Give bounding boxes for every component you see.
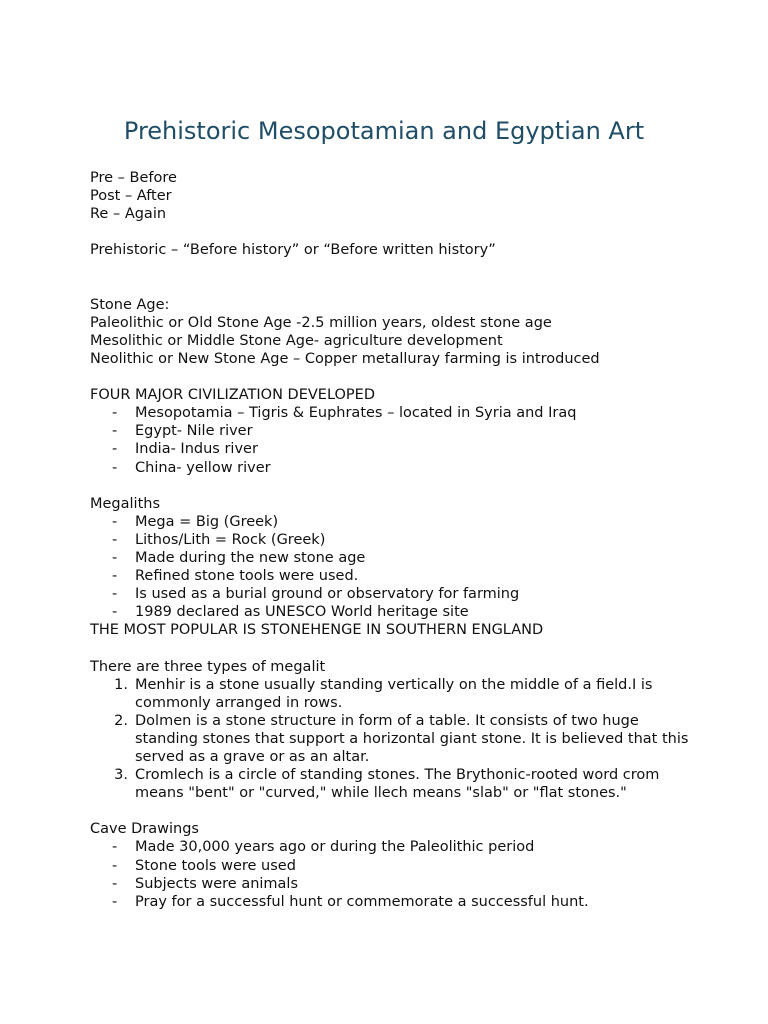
dash-bullet: - — [112, 875, 118, 892]
list-item-text: 1989 declared as UNESCO World heritage site — [135, 604, 469, 621]
list-item-text: Made during the new stone age — [135, 549, 366, 566]
blank-line — [90, 802, 690, 820]
list-item-text: India- Indus river — [135, 441, 258, 458]
document-title: Prehistoric Mesopotamian and Egyptian Art — [123, 117, 645, 145]
list-item — [90, 857, 690, 875]
item-number: 3. — [114, 767, 128, 784]
blank-line — [90, 639, 690, 657]
types-heading: There are three types of megalit — [90, 658, 326, 675]
dash-bullet: - — [112, 441, 118, 458]
dash-bullet: - — [112, 405, 118, 422]
blank-line — [90, 259, 690, 277]
numbered-item — [90, 676, 690, 712]
dash-bullet: - — [112, 568, 118, 585]
stone-age-heading: Stone Age: — [90, 296, 170, 313]
blank-line — [90, 278, 690, 296]
list-item-text: Mega = Big (Greek) — [135, 513, 279, 530]
dash-bullet: - — [112, 893, 118, 910]
document-body — [90, 169, 690, 911]
dash-bullet: - — [112, 531, 118, 548]
stonehenge-line: THE MOST POPULAR IS STONEHENGE IN SOUTHERN ENGLAND — [90, 622, 544, 639]
list-item — [90, 513, 690, 531]
list-item — [90, 838, 690, 856]
dash-bullet: - — [112, 513, 118, 530]
list-item — [90, 404, 690, 422]
item-number: 2. — [114, 712, 128, 729]
stone-age-line: Paleolithic or Old Stone Age -2.5 million years, oldest stone age — [90, 314, 552, 331]
prefix-line: Pre – Before — [90, 170, 177, 186]
dash-bullet: - — [112, 839, 118, 856]
dash-bullet: - — [112, 857, 118, 874]
cave-heading: Cave Drawings — [90, 821, 199, 838]
list-item-text: Stone tools were used — [135, 857, 296, 874]
megaliths-heading: Megaliths — [90, 495, 161, 512]
prefix-line: Post – After — [90, 188, 172, 205]
prehistoric-definition: Prehistoric – “Before history” or “Before written history” — [90, 242, 496, 259]
numbered-item-text: Cromlech is a circle of standing stones. The Brythonic-rooted word crom means "bent" or "curved," while llech means "slab" or "flat stones." — [135, 767, 660, 802]
list-item — [90, 603, 690, 621]
blank-line — [90, 223, 690, 241]
list-item-text: Egypt- Nile river — [135, 423, 253, 440]
list-item — [90, 440, 690, 458]
list-item — [90, 459, 690, 477]
list-item — [90, 893, 690, 911]
list-item — [90, 585, 690, 603]
numbered-item — [90, 712, 690, 766]
numbered-item-text: Menhir is a stone usually standing vertically on the middle of a field.I is commonly arranged in rows. — [135, 676, 653, 711]
numbered-item-text: Dolmen is a stone structure in form of a table. It consists of two huge standing stones that support a horizontal giant stone. It is believed that this served as a grave or as an altar. — [135, 712, 689, 765]
list-item-text: Pray for a successful hunt or commemorate a successful hunt. — [135, 893, 589, 910]
blank-line — [90, 477, 690, 495]
list-item-text: Subjects were animals — [135, 875, 299, 892]
blank-line — [90, 368, 690, 386]
list-item — [90, 549, 690, 567]
list-item — [90, 531, 690, 549]
list-item — [90, 567, 690, 585]
list-item — [90, 875, 690, 893]
list-item-text: Mesopotamia – Tigris & Euphrates – located in Syria and Iraq — [135, 405, 577, 422]
list-item-text: China- yellow river — [135, 459, 271, 476]
stone-age-line: Neolithic or New Stone Age – Copper metalluray farming is introduced — [90, 350, 600, 367]
stone-age-line: Mesolithic or Middle Stone Age- agriculture development — [90, 332, 503, 349]
list-item-text: Is used as a burial ground or observatory for farming — [135, 586, 520, 603]
civilizations-heading: FOUR MAJOR CIVILIZATION DEVELOPED — [90, 387, 375, 404]
list-item — [90, 422, 690, 440]
list-item-text: Made 30,000 years ago or during the Paleolithic period — [135, 839, 535, 856]
dash-bullet: - — [112, 459, 118, 476]
list-item-text: Refined stone tools were used. — [135, 568, 359, 585]
list-item-text: Lithos/Lith = Rock (Greek) — [135, 531, 326, 548]
dash-bullet: - — [112, 586, 118, 603]
numbered-item — [90, 766, 690, 802]
dash-bullet: - — [112, 549, 118, 566]
item-number: 1. — [114, 676, 128, 693]
dash-bullet: - — [112, 423, 118, 440]
dash-bullet: - — [112, 604, 118, 621]
prefix-line: Re – Again — [90, 206, 167, 223]
